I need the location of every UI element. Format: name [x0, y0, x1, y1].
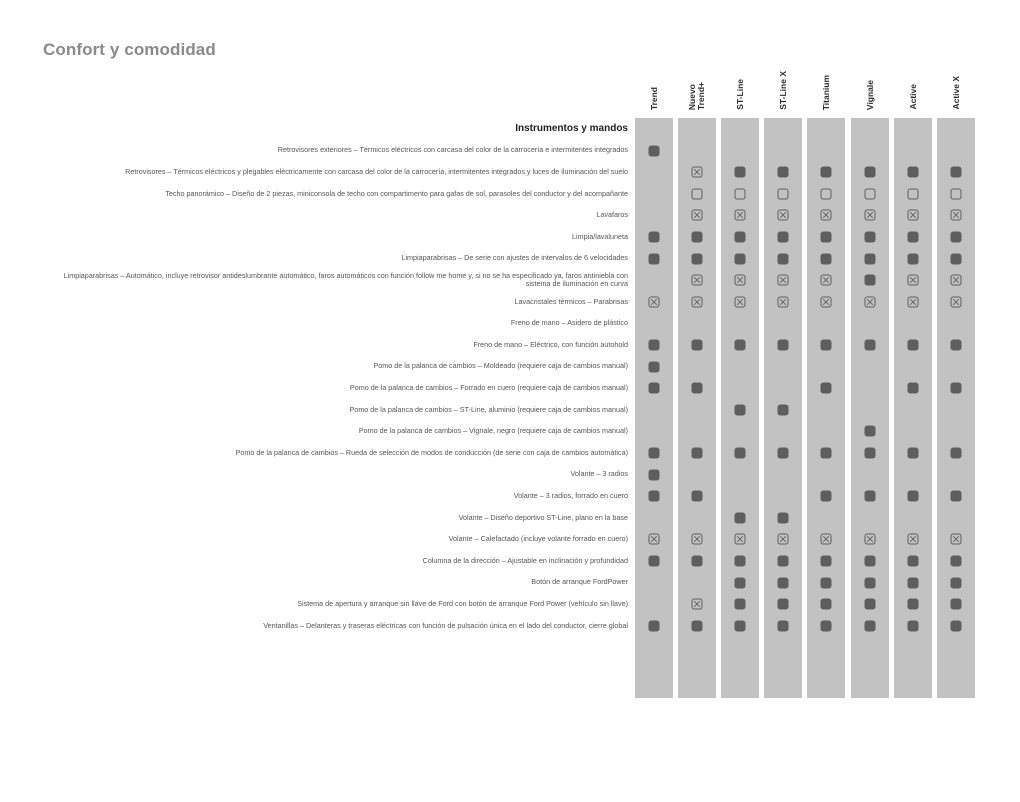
- standard-filled-square-icon: [820, 577, 832, 589]
- standard-filled-square-icon: [950, 447, 962, 459]
- feature-label: Botón de arranque FordPower: [531, 577, 628, 587]
- optional-crossed-square-icon: [820, 274, 832, 286]
- optional-crossed-square-icon: [864, 296, 876, 308]
- standard-filled-square-icon: [820, 166, 832, 178]
- standard-filled-square-icon: [864, 555, 876, 567]
- standard-filled-square-icon: [777, 555, 789, 567]
- optional-crossed-square-icon: [907, 533, 919, 545]
- column-background-nuevo-trend: [678, 118, 716, 698]
- standard-filled-square-icon: [777, 231, 789, 243]
- column-background-vignale: [851, 118, 889, 698]
- standard-filled-square-icon: [691, 231, 703, 243]
- feature-label: Pomo de la palanca de cambios – Forrado en cuero (requiere caja de cambios manual): [349, 382, 628, 392]
- optional-crossed-square-icon: [907, 274, 919, 286]
- standard-filled-square-icon: [734, 512, 746, 524]
- standard-filled-square-icon: [777, 512, 789, 524]
- standard-filled-square-icon: [864, 598, 876, 610]
- standard-filled-square-icon: [950, 577, 962, 589]
- feature-label: Limpiaparabrisas – De serie con ajustes de intervalos de 6 velocidades: [401, 253, 628, 263]
- column-header: [807, 62, 845, 110]
- optional-crossed-square-icon: [777, 209, 789, 221]
- standard-filled-square-icon: [864, 274, 876, 286]
- standard-filled-square-icon: [907, 231, 919, 243]
- optional-crossed-square-icon: [691, 533, 703, 545]
- feature-label: Pomo de la palanca de cambios – Moldeado (requiere caja de cambios manual): [373, 361, 628, 371]
- optional-crossed-square-icon: [648, 296, 660, 308]
- standard-filled-square-icon: [648, 231, 660, 243]
- pack-outline-square-icon: [691, 188, 703, 200]
- standard-filled-square-icon: [864, 253, 876, 265]
- standard-filled-square-icon: [648, 620, 660, 632]
- optional-crossed-square-icon: [864, 209, 876, 221]
- standard-filled-square-icon: [907, 598, 919, 610]
- optional-crossed-square-icon: [907, 209, 919, 221]
- standard-filled-square-icon: [648, 253, 660, 265]
- standard-filled-square-icon: [950, 166, 962, 178]
- standard-filled-square-icon: [864, 577, 876, 589]
- optional-crossed-square-icon: [691, 274, 703, 286]
- standard-filled-square-icon: [820, 231, 832, 243]
- standard-filled-square-icon: [864, 490, 876, 502]
- optional-crossed-square-icon: [820, 533, 832, 545]
- standard-filled-square-icon: [648, 361, 660, 373]
- optional-crossed-square-icon: [907, 296, 919, 308]
- standard-filled-square-icon: [820, 490, 832, 502]
- optional-crossed-square-icon: [777, 274, 789, 286]
- standard-filled-square-icon: [907, 166, 919, 178]
- feature-label: Volante – Diseño deportivo ST-Line, plano en la base: [458, 512, 628, 522]
- optional-crossed-square-icon: [950, 209, 962, 221]
- column-header: [678, 62, 716, 110]
- standard-filled-square-icon: [691, 382, 703, 394]
- optional-crossed-square-icon: [777, 533, 789, 545]
- standard-filled-square-icon: [864, 620, 876, 632]
- feature-label: Volante – 3 radios: [570, 469, 628, 479]
- standard-filled-square-icon: [950, 339, 962, 351]
- standard-filled-square-icon: [734, 577, 746, 589]
- column-background-active: [894, 118, 932, 698]
- column-background-trend: [635, 118, 673, 698]
- feature-label: Sistema de apertura y arranque sin llave de Ford con botón de arranque Ford Power (vehículo sin llave): [297, 598, 628, 608]
- standard-filled-square-icon: [734, 447, 746, 459]
- feature-label: Retrovisores – Térmicos eléctricos y plegables eléctricamente con carcasa del color de la carrocería, intermitentes integrados y luces de iluminación del suelo: [125, 166, 628, 176]
- standard-filled-square-icon: [864, 231, 876, 243]
- feature-label: Ventanillas – Delanteras y traseras eléctricas con función de pulsación única en el lado del conductor, cierre global: [263, 620, 628, 630]
- optional-crossed-square-icon: [734, 533, 746, 545]
- standard-filled-square-icon: [648, 555, 660, 567]
- standard-filled-square-icon: [734, 555, 746, 567]
- standard-filled-square-icon: [777, 253, 789, 265]
- standard-filled-square-icon: [820, 339, 832, 351]
- standard-filled-square-icon: [648, 145, 660, 157]
- pack-outline-square-icon: [907, 188, 919, 200]
- standard-filled-square-icon: [734, 620, 746, 632]
- standard-filled-square-icon: [950, 490, 962, 502]
- standard-filled-square-icon: [907, 339, 919, 351]
- standard-filled-square-icon: [648, 490, 660, 502]
- standard-filled-square-icon: [691, 447, 703, 459]
- standard-filled-square-icon: [950, 598, 962, 610]
- standard-filled-square-icon: [648, 339, 660, 351]
- optional-crossed-square-icon: [691, 296, 703, 308]
- column-header-label: Vignale: [864, 79, 875, 110]
- page-title: Confort y comodidad: [43, 40, 216, 59]
- pack-outline-square-icon: [777, 188, 789, 200]
- standard-filled-square-icon: [691, 490, 703, 502]
- optional-crossed-square-icon: [820, 209, 832, 221]
- column-header: [764, 62, 802, 110]
- pack-outline-square-icon: [820, 188, 832, 200]
- feature-label: Columna de la dirección – Ajustable en inclinación y profundidad: [422, 555, 628, 565]
- standard-filled-square-icon: [734, 598, 746, 610]
- column-header-label: Active X: [950, 76, 961, 110]
- column-header: [894, 62, 932, 110]
- feature-label: Limpia/lavaluneta: [572, 231, 628, 241]
- column-header: [721, 62, 759, 110]
- pack-outline-square-icon: [864, 188, 876, 200]
- feature-label: Lavacristales térmicos – Parabrisas: [514, 296, 628, 306]
- standard-filled-square-icon: [820, 447, 832, 459]
- standard-filled-square-icon: [691, 339, 703, 351]
- column-header: [851, 62, 889, 110]
- column-header-label: ST-Line X: [777, 71, 788, 110]
- feature-label: Freno de mano – Asidero de plástico: [510, 318, 628, 328]
- column-background-titanium: [807, 118, 845, 698]
- optional-crossed-square-icon: [950, 533, 962, 545]
- feature-label: Techo panorámico – Diseño de 2 piezas, miniconsola de techo con compartimento para gafas de sol, parasoles del conductor y del acompañante: [165, 188, 628, 198]
- standard-filled-square-icon: [648, 447, 660, 459]
- standard-filled-square-icon: [950, 555, 962, 567]
- standard-filled-square-icon: [820, 555, 832, 567]
- standard-filled-square-icon: [777, 577, 789, 589]
- column-header: [635, 62, 673, 110]
- standard-filled-square-icon: [907, 253, 919, 265]
- feature-label: Volante – 3 radios, forrado en cuero: [513, 490, 628, 500]
- standard-filled-square-icon: [820, 253, 832, 265]
- column-header-label: ST-Line: [734, 79, 745, 110]
- standard-filled-square-icon: [734, 253, 746, 265]
- standard-filled-square-icon: [907, 447, 919, 459]
- feature-label: Pomo de la palanca de cambios – Rueda de selección de modos de conducción (de serie con caja de cambios automática): [235, 447, 628, 457]
- feature-label: Lavafaros: [596, 210, 628, 220]
- section-heading: Instrumentos y mandos: [515, 122, 628, 134]
- feature-label: Retrovisores exteriores – Térmicos eléctricos con carcasa del color de la carrocería e intermitentes integrados: [277, 145, 628, 155]
- standard-filled-square-icon: [734, 231, 746, 243]
- standard-filled-square-icon: [691, 620, 703, 632]
- standard-filled-square-icon: [950, 620, 962, 632]
- optional-crossed-square-icon: [691, 166, 703, 178]
- standard-filled-square-icon: [777, 598, 789, 610]
- standard-filled-square-icon: [648, 469, 660, 481]
- standard-filled-square-icon: [950, 253, 962, 265]
- standard-filled-square-icon: [950, 382, 962, 394]
- standard-filled-square-icon: [777, 166, 789, 178]
- feature-label: Limpiaparabrisas – Automático, incluye retrovisor antideslumbrante automático, faros automáticos con función follow me home y, si no se ha especificado ya, faros antiniebla con sistema de iluminación en curva: [63, 270, 628, 289]
- column-background-active-x: [937, 118, 975, 698]
- column-header-label: Active: [907, 84, 918, 110]
- feature-label: Volante – Calefactado (incluye volante forrado en cuero): [448, 534, 628, 544]
- optional-crossed-square-icon: [648, 533, 660, 545]
- standard-filled-square-icon: [777, 339, 789, 351]
- column-header-label: Nuevo Trend+: [687, 81, 706, 110]
- standard-filled-square-icon: [777, 404, 789, 416]
- pack-outline-square-icon: [734, 188, 746, 200]
- optional-crossed-square-icon: [777, 296, 789, 308]
- optional-crossed-square-icon: [734, 274, 746, 286]
- standard-filled-square-icon: [864, 339, 876, 351]
- feature-label: Pomo de la palanca de cambios – ST-Line, aluminio (requiere caja de cambios manual): [349, 404, 628, 414]
- column-header: [937, 62, 975, 110]
- standard-filled-square-icon: [777, 447, 789, 459]
- optional-crossed-square-icon: [950, 274, 962, 286]
- column-header-label: Trend: [648, 86, 659, 110]
- optional-crossed-square-icon: [820, 296, 832, 308]
- standard-filled-square-icon: [734, 339, 746, 351]
- standard-filled-square-icon: [820, 598, 832, 610]
- optional-crossed-square-icon: [950, 296, 962, 308]
- standard-filled-square-icon: [864, 425, 876, 437]
- feature-label: Freno de mano – Eléctrico, con función autohold: [473, 339, 628, 349]
- column-header-label: Titanium: [820, 74, 831, 110]
- standard-filled-square-icon: [734, 166, 746, 178]
- standard-filled-square-icon: [648, 382, 660, 394]
- standard-filled-square-icon: [820, 382, 832, 394]
- optional-crossed-square-icon: [691, 209, 703, 221]
- standard-filled-square-icon: [907, 555, 919, 567]
- standard-filled-square-icon: [907, 620, 919, 632]
- standard-filled-square-icon: [907, 577, 919, 589]
- standard-filled-square-icon: [950, 231, 962, 243]
- optional-crossed-square-icon: [734, 296, 746, 308]
- optional-crossed-square-icon: [734, 209, 746, 221]
- feature-label: Pomo de la palanca de cambios – Vignale, negro (requiere caja de cambios manual): [358, 426, 628, 436]
- optional-crossed-square-icon: [864, 533, 876, 545]
- standard-filled-square-icon: [907, 490, 919, 502]
- optional-crossed-square-icon: [691, 598, 703, 610]
- standard-filled-square-icon: [864, 447, 876, 459]
- standard-filled-square-icon: [907, 382, 919, 394]
- standard-filled-square-icon: [777, 620, 789, 632]
- standard-filled-square-icon: [691, 253, 703, 265]
- standard-filled-square-icon: [864, 166, 876, 178]
- standard-filled-square-icon: [734, 404, 746, 416]
- standard-filled-square-icon: [820, 620, 832, 632]
- standard-filled-square-icon: [691, 555, 703, 567]
- pack-outline-square-icon: [950, 188, 962, 200]
